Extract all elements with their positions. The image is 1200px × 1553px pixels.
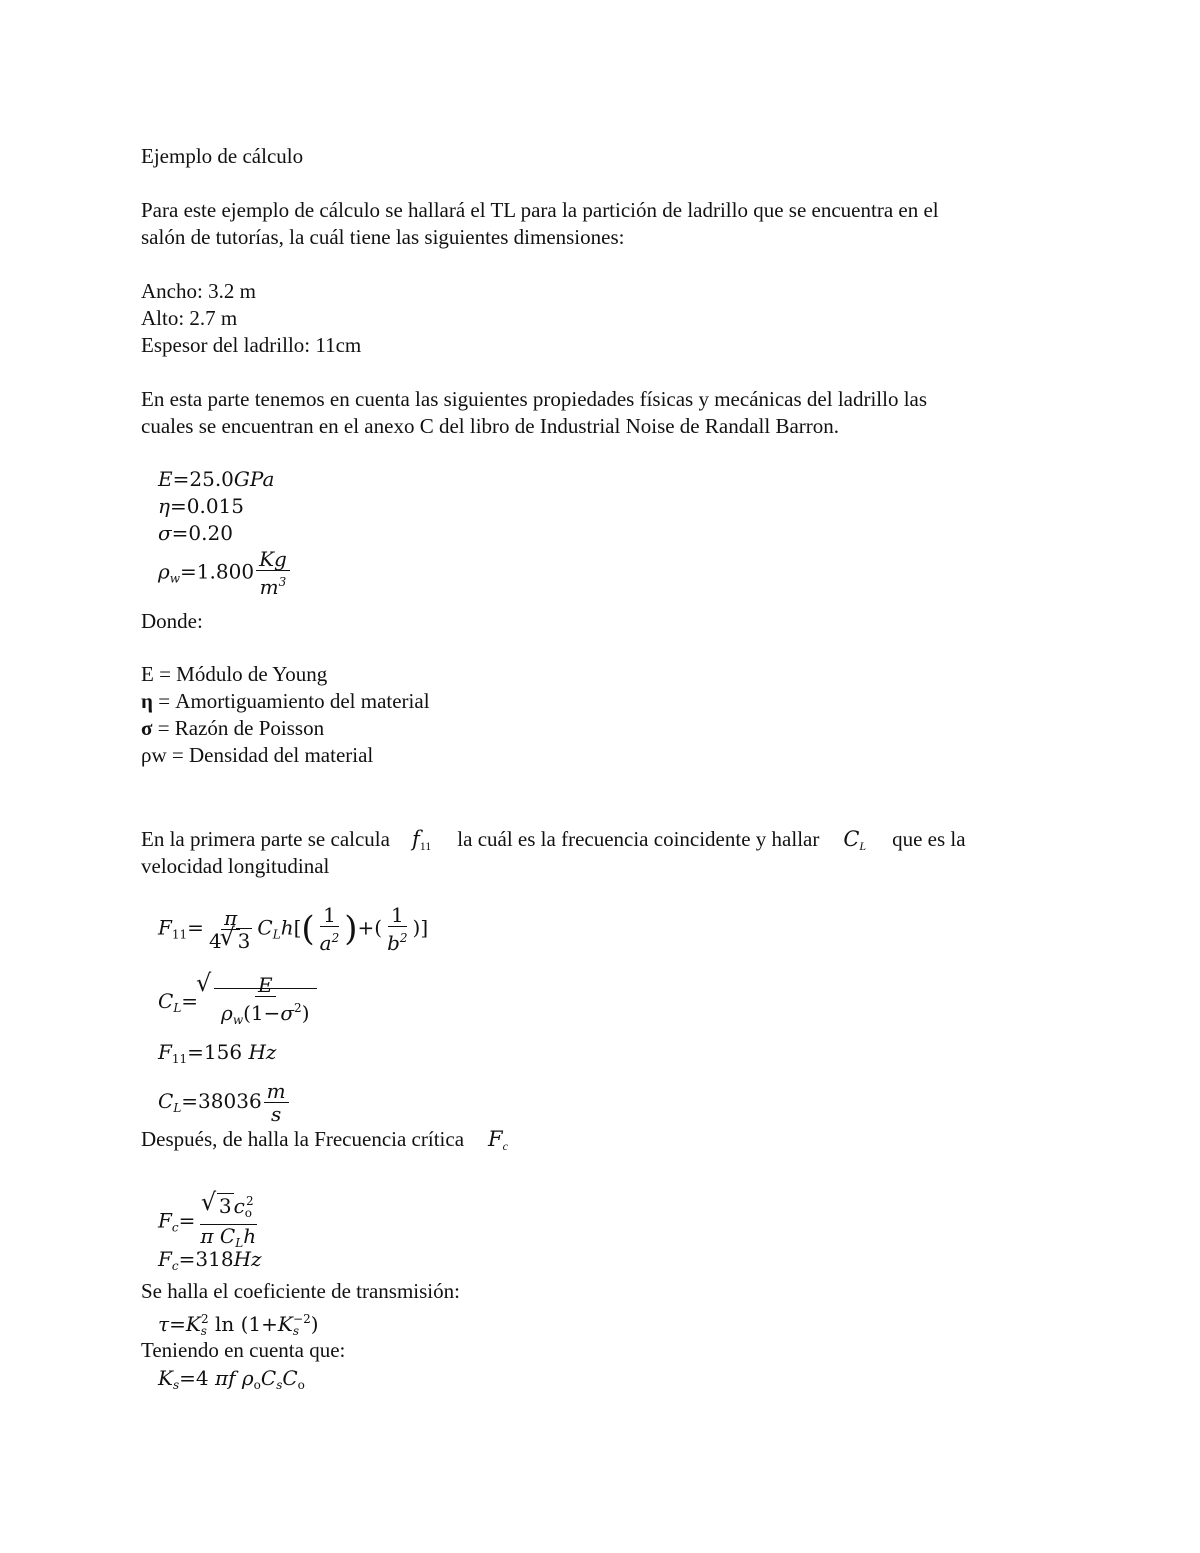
props-line-1: En esta parte tenemos en cuenta las siguientes propiedades físicas y mecánicas del ladrillo las bbox=[141, 387, 928, 411]
donde-label: Donde: bbox=[141, 609, 203, 633]
dimension-thickness: Espesor del ladrillo: 11cm bbox=[141, 333, 362, 357]
density-unit-fraction: $\frac{Kg}{m^3}$ bbox=[256, 548, 290, 598]
teniendo-label: Teniendo en cuenta que: bbox=[141, 1338, 346, 1362]
eq-f11-formula: $F_{11}=$ $\frac{\pi}{4√ 3}$ $C_Lh$[( $\frac{1}{a^2}$ )+( $\frac{1}{b^2}$ )] bbox=[158, 904, 428, 954]
eq-tau: $\tau=K_s^2$ $\ln (1+K_s^{-2})$ bbox=[158, 1312, 319, 1338]
intro-line-2: salón de tutorías, la cuál tiene las siguientes dimensiones: bbox=[141, 225, 625, 249]
eq-damping: η=0.015 bbox=[158, 494, 244, 518]
props-line-2: cuales se encuentran en el anexo C del libro de Industrial Noise de Randall Barron. bbox=[141, 414, 840, 438]
eq-fc-result: $F_c=318Hz$ bbox=[158, 1247, 262, 1273]
eq-ks: $K_s=4$ πf $\rho_oC_sC_o$ bbox=[158, 1366, 305, 1392]
eq-density: $\rho_w=1.800$ $\frac{Kg}{m^3}$ bbox=[158, 548, 292, 598]
def-density: ρw = Densidad del material bbox=[141, 743, 374, 767]
transmission-coef-label: Se halla el coeficiente de transmisión: bbox=[141, 1279, 460, 1303]
doc-title: Ejemplo de cálculo bbox=[141, 144, 304, 168]
def-young: E = Módulo de Young bbox=[141, 662, 328, 686]
eq-cl-result: $C_L=38036$ $\frac{m}{s}$ bbox=[158, 1080, 291, 1125]
part1-line-1: En la primera parte se calcula $f_{11}$ la cuál es la frecuencia coincidente y hallar $C_L$ que es la bbox=[141, 827, 966, 853]
dimension-height: Alto: 2.7 m bbox=[141, 306, 238, 330]
dimension-width: Ancho: 3.2 m bbox=[141, 279, 256, 303]
eq-poisson: σ=0.20 bbox=[158, 521, 233, 545]
eq-young-modulus: E=25.0GPa bbox=[158, 467, 275, 491]
part1-line-2: velocidad longitudinal bbox=[141, 854, 330, 878]
eq-cl-formula: $C_L=$ √ $\frac{E}{\rho_w(1-\sigma^2)}$ bbox=[158, 974, 317, 1031]
def-damping: η = Amortiguamiento del material bbox=[141, 689, 430, 713]
eq-fc-formula: $F_c=$ √ $\frac{3 c_o^2}{\pi C_Lh}$ bbox=[158, 1190, 261, 1254]
intro-line-1: Para este ejemplo de cálculo se hallará el TL para la partición de ladrillo que se encuentra en el bbox=[141, 198, 939, 222]
def-poisson: σ = Razón de Poisson bbox=[141, 716, 325, 740]
critical-frequency-line: Después, de halla la Frecuencia crítica $F_c$ bbox=[141, 1127, 508, 1153]
eq-f11-result: $F_{11}=156$ Hz bbox=[158, 1040, 277, 1066]
